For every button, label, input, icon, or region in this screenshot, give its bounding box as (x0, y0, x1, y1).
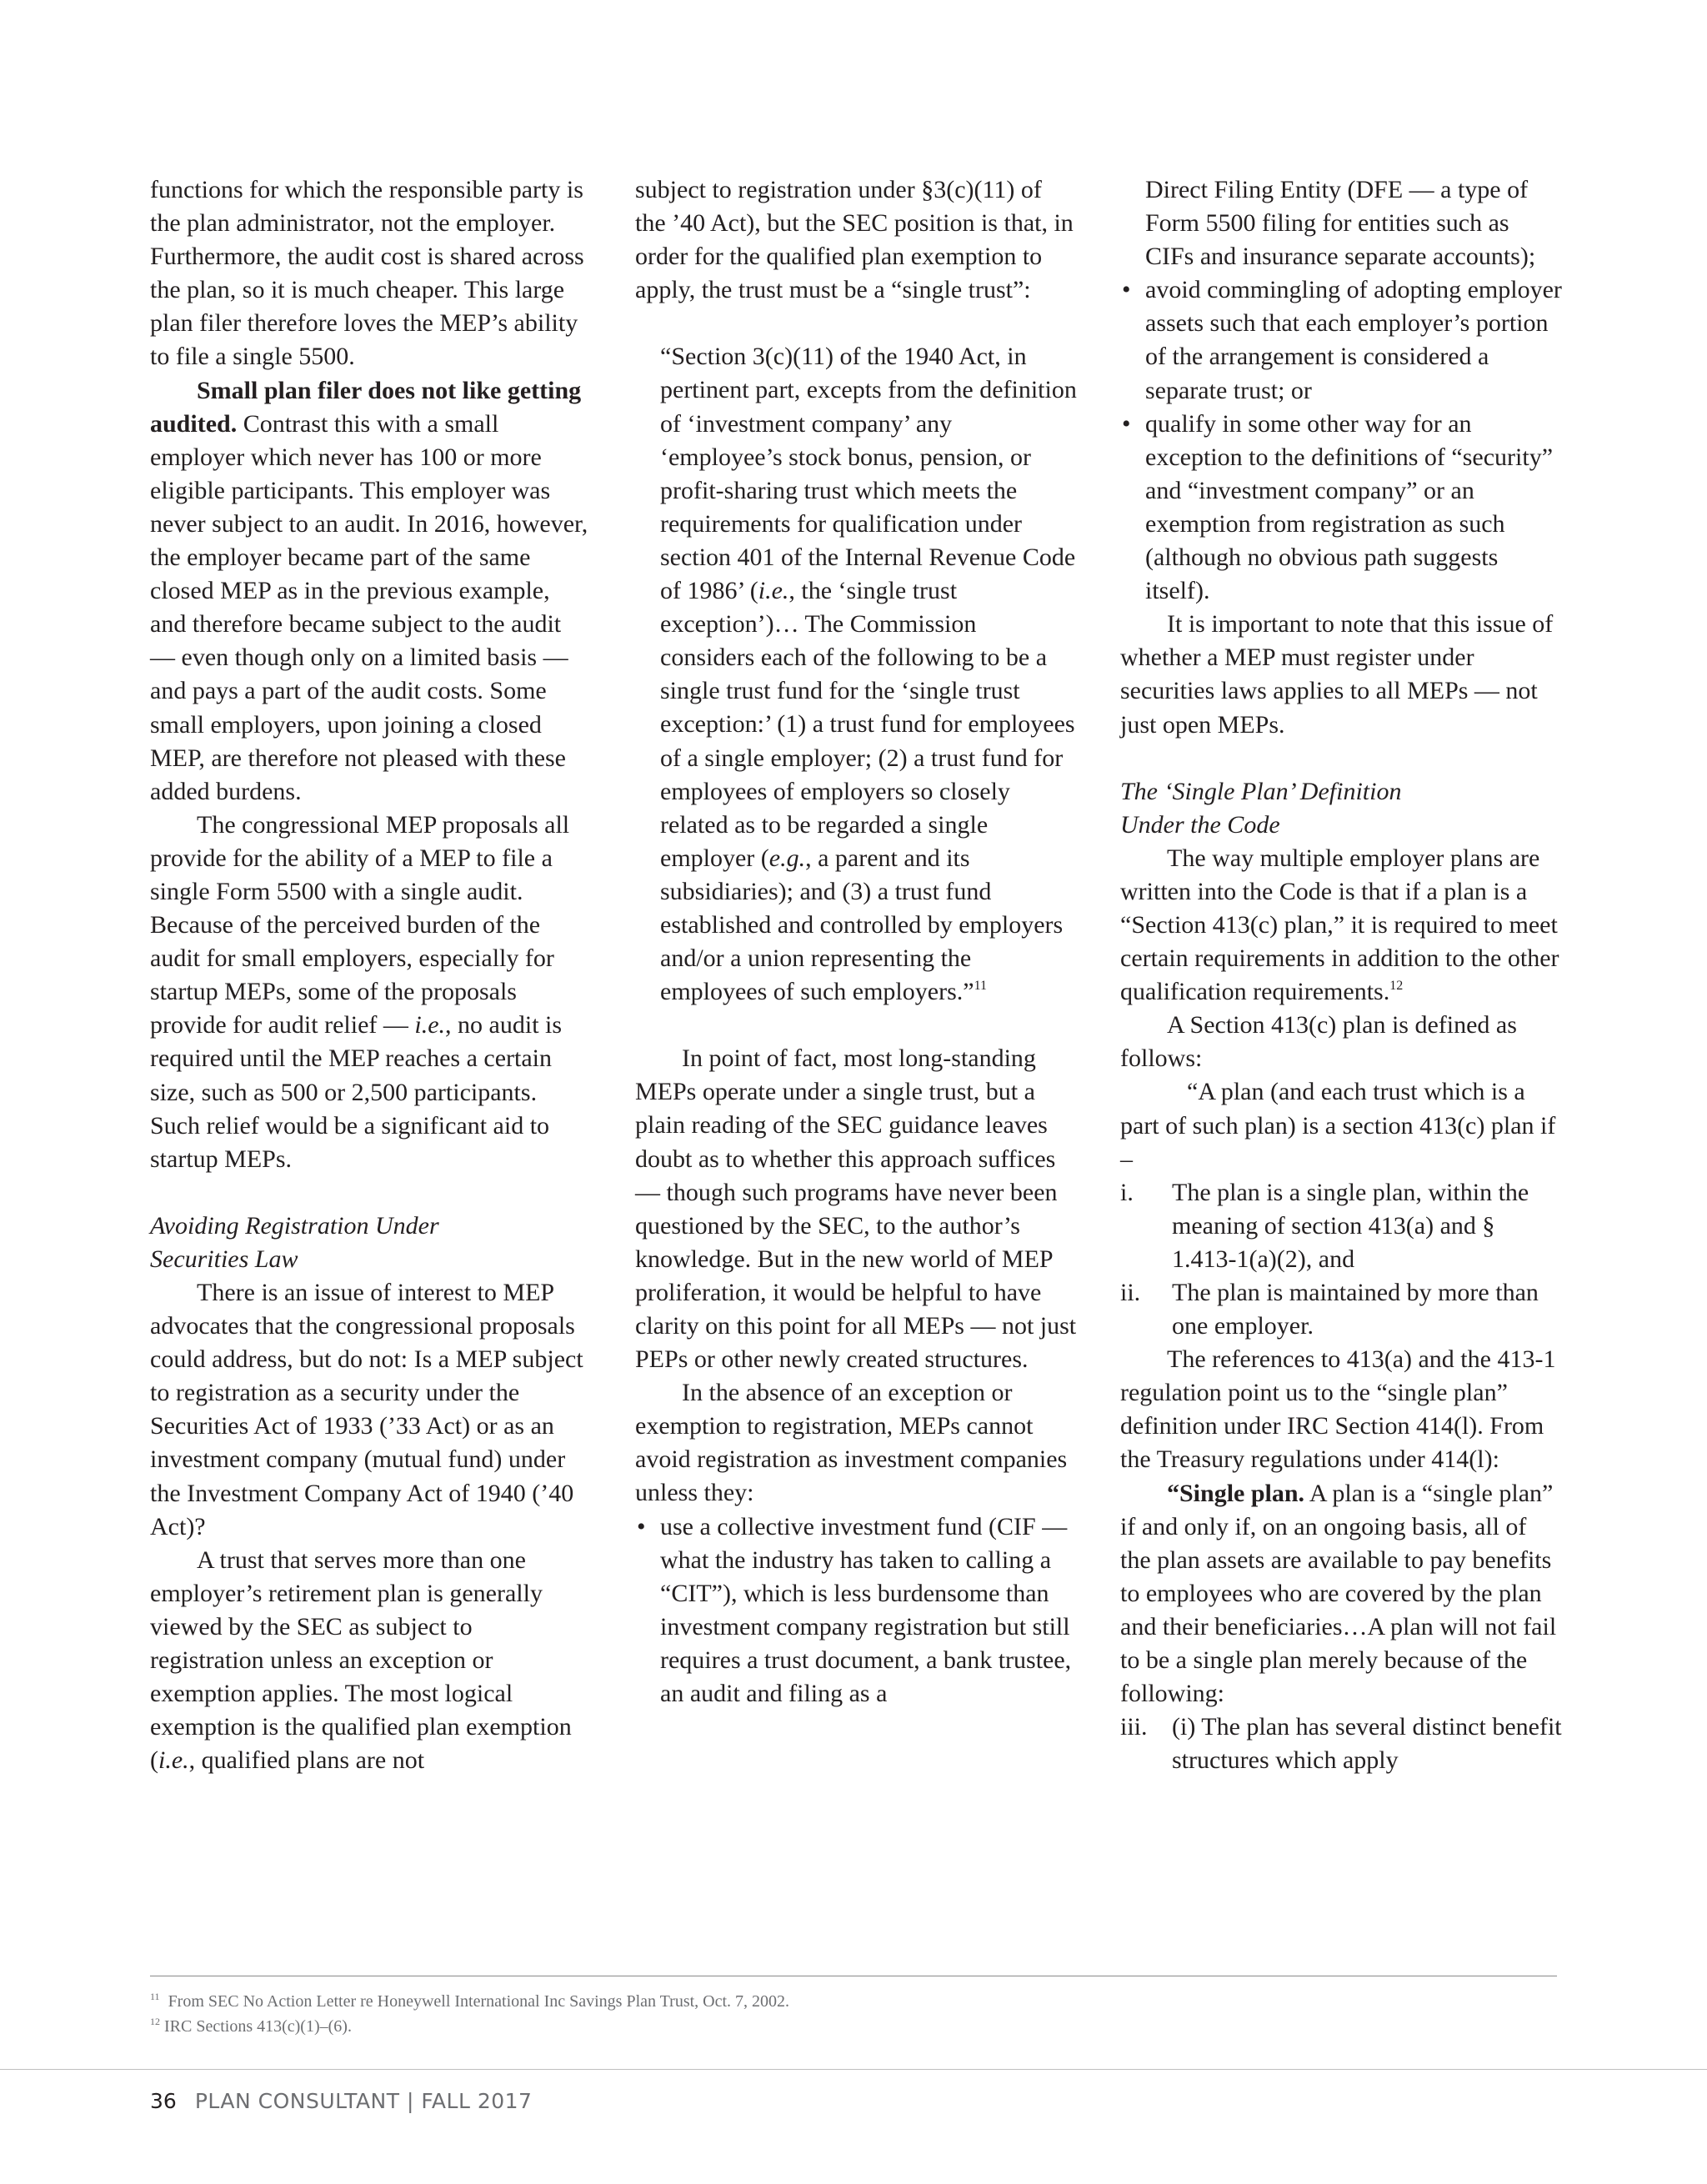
paragraph (150, 809, 592, 1176)
footnote-text: From SEC No Action Letter re Honeywell International Inc Savings Plan Trust, Oct. 7, 2002. (168, 1992, 790, 2011)
page-footer (150, 2089, 532, 2113)
paragraph: functions for which the responsible party is the plan administrator, not the employer. Furthermore, the audit cost is shared across the plan, so it is much cheaper. This large plan filer therefore loves the MEP’s ability to file a single 5500. (150, 176, 584, 371)
paragraph-text: , no audit is required until the MEP reaches a certain size, such as 500 or 2,500 participants. Such relief would be a significant aid to startup MEPs. (150, 1011, 563, 1173)
bullet-list (635, 1510, 1077, 1711)
section-heading: Under the Code (1120, 810, 1280, 839)
roman-list (1120, 1711, 1562, 1777)
paragraph: The references to 413(a) and the 413-1 regulation point us to the “single plan” definition under IRC Section 414(l). From the Treasury regulations under 414(l): (1120, 1345, 1556, 1474)
list-item (1120, 1276, 1562, 1343)
paragraph: subject to registration under §3(c)(11) of the ’40 Act), but the SEC position is that, in order for the qualified plan exemption to apply, the trust must be a “single trust”: (635, 176, 1074, 304)
paragraph (1120, 1477, 1562, 1711)
quote-text: , the ‘single trust exception’)… The Commission considers each of the following to be a single trust fund for the ‘single trust exception:’ (1) a trust fund for employees of a single employer; (2) a trust fund for employees of employers so closely related as to be regarded a single employer ( (660, 577, 1075, 872)
footer-divider (0, 2069, 1707, 2070)
paragraph: A Section 413(c) plan is defined as follows: (1120, 1011, 1517, 1073)
list-text: (i) The plan has several distinct benefit structures which apply (1172, 1713, 1562, 1775)
italic-abbrev: i.e. (414, 1011, 446, 1039)
list-item-continued: Direct Filing Entity (DFE — a type of Form 5500 filing for entities such as CIFs and insurance separate accounts); (1145, 176, 1536, 271)
publication-title: PLAN CONSULTANT | FALL 2017 (194, 2089, 533, 2113)
paragraph-text: The way multiple employer plans are written into the Code is that if a plan is a “Section 413(c) plan,” it is required to meet certain requirements in addition to the other qualification requirements. (1120, 844, 1559, 1006)
run-in-heading: Small plan filer does not like getting audited. (150, 376, 582, 438)
section-heading: Avoiding Registration Under (150, 1211, 439, 1240)
list-number: i. (1120, 1178, 1134, 1206)
footnote (150, 2014, 1557, 2039)
list-item: • qualify in some other way for an exception to the definitions of “security” and “investment company” or an exemption from registration as such (although no obvious path suggests itself). (1120, 408, 1562, 609)
footnote-text: IRC Sections 413(c)(1)–(6). (164, 2017, 352, 2036)
run-in-heading: “Single plan. (1167, 1479, 1305, 1507)
list-number: ii. (1120, 1279, 1141, 1306)
list-text: The plan is a single plan, within the meaning of section 413(a) and § 1.413-1(a)(2), and (1172, 1178, 1529, 1273)
italic-abbrev: e.g. (768, 844, 806, 872)
paragraph-text: The congressional MEP proposals all provide for the ability of a MEP to file a single Form 5500 with a single audit. Because of the perceived burden of the audit for small employers, especially for startup MEPs, some of the proposals provide for audit relief — (150, 810, 570, 1039)
italic-abbrev: i.e. (758, 577, 789, 605)
list-item (1120, 1711, 1562, 1777)
list-number: iii. (1120, 1713, 1148, 1741)
column-3 (1120, 173, 1562, 1777)
block-quote (635, 340, 1077, 1009)
roman-list (1120, 1176, 1562, 1343)
paragraph-text: Contrast this with a small employer which never has 100 or more eligible participants. This employer was never subject to an audit. In 2016, however, the employer became part of the same closed MEP as in the previous example, and therefore became subject to the audit — even though only on a limited basis — and pays a part of the audit costs. Some small employers, upon joining a closed MEP, are therefore not pleased with these added burdens. (150, 409, 588, 805)
paragraph: It is important to note that this issue of whether a MEP must register under securities laws applies to all MEPs — not just open MEPs. (1120, 610, 1554, 739)
footnotes (150, 1989, 1557, 2039)
quote-text: “Section 3(c)(11) of the 1940 Act, in pertinent part, excepts from the definition of ‘investment company’ any ‘employee’s stock bonus, pension, or profit-sharing trust which meets the requirements for qualification under section 401 of the Internal Revenue Code of 1986’ ( (660, 343, 1077, 605)
footnote-number: 12 (150, 2016, 160, 2027)
paragraph: In point of fact, most long-standing MEPs operate under a single trust, but a plain reading of the SEC guidance leaves doubt as to whether this approach suffices — though such programs have never been questioned by the SEC, to the author’s knowledge. But in the new world of MEP proliferation, it would be helpful to have clarity on this point for all MEPs — not just PEPs or other newly created structures. (635, 1044, 1077, 1374)
footnote-ref[interactable]: 11 (974, 979, 987, 994)
list-item: • use a collective investment fund (CIF — what the industry has taken to calling a “CIT”), which is less burdensome than investment company registration but still requires a trust document, a bank trustee, an audit and filing as a (635, 1510, 1077, 1711)
column-2 (635, 173, 1077, 1711)
list-item: • avoid commingling of adopting employer assets such that each employer’s portion of the arrangement is considered a separate trust; or (1120, 273, 1562, 407)
quote-text: , a parent and its subsidiaries); and (3) a trust fund established and controlled by employers and/or a union representing the employees of such employers.” (660, 844, 1064, 1006)
page-number: 36 (150, 2089, 177, 2113)
footnote-ref[interactable]: 12 (1389, 979, 1404, 994)
paragraph (150, 1544, 592, 1778)
paragraph (150, 374, 592, 809)
paragraph-text: A trust that serves more than one employer’s retirement plan is generally viewed by the SEC as subject to registration unless an exception or exemption applies. The most logical exemption is the qualified plan exemption ( (150, 1545, 572, 1775)
section-heading: The ‘Single Plan’ Definition (1120, 777, 1402, 805)
column-1 (150, 173, 592, 1777)
paragraph: In the absence of an exception or exemption to registration, MEPs cannot avoid registration as investment companies unless they: (635, 1379, 1068, 1507)
paragraph: There is an issue of interest to MEP advocates that the congressional proposals could address, but do not: Is a MEP subject to registration as a security under the Securities Act of 1933 (’33 Act) or as an investment company (mutual fund) under the Investment Company Act of 1940 (’40 Act)? (150, 1279, 583, 1540)
paragraph-text: , qualified plans are not (188, 1746, 425, 1775)
block-quote: “A plan (and each trust which is a part of such plan) is a section 413(c) plan if – (1120, 1078, 1556, 1173)
list-item (1120, 1176, 1562, 1276)
footnote-number: 11 (150, 1991, 160, 2002)
paragraph (1120, 842, 1562, 1009)
section-heading: Securities Law (150, 1245, 298, 1273)
footnote (150, 1989, 1557, 2014)
bullet-list (1120, 173, 1562, 608)
list-text: The plan is maintained by more than one employer. (1172, 1279, 1539, 1340)
paragraph-text: A plan is a “single plan” if and only if, on an ongoing basis, all of the plan assets are available to pay benefits to employees who are covered by the plan and their beneficiaries…A plan will not fail to be a single plan merely because of the following: (1120, 1479, 1557, 1708)
italic-abbrev: i.e. (158, 1746, 189, 1775)
